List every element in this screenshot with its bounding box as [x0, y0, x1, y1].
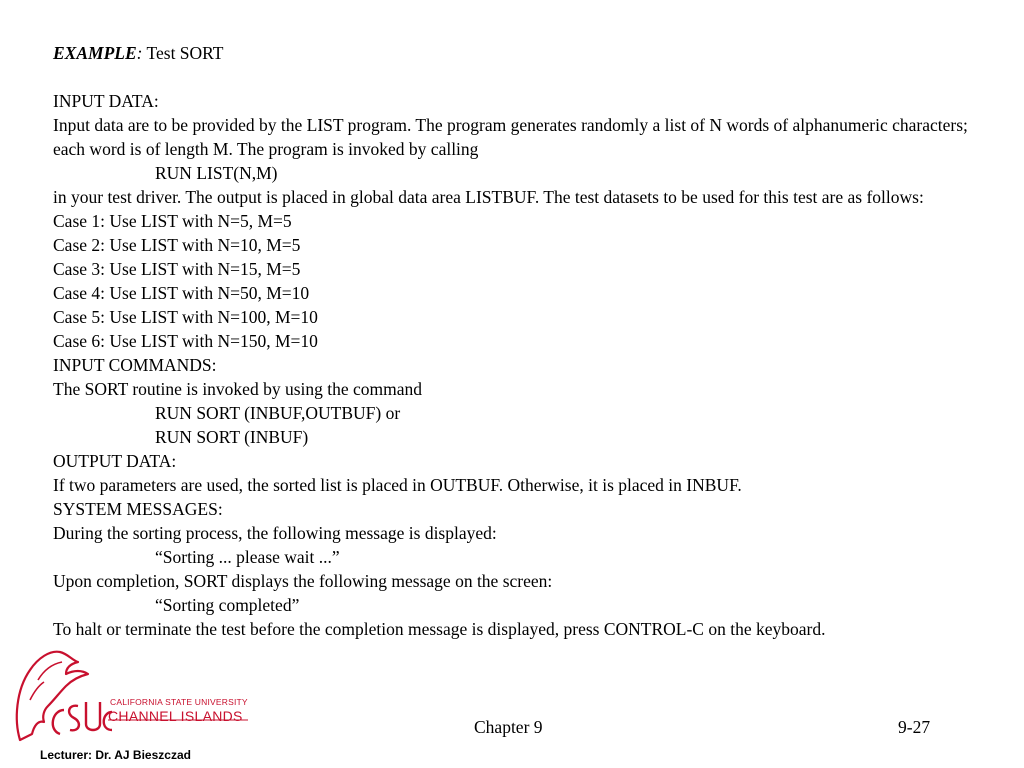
- run-list-command: RUN LIST(N,M): [155, 163, 278, 183]
- output-data-heading: OUTPUT DATA:: [53, 451, 177, 471]
- footer-page-number: 9-27: [898, 717, 931, 737]
- example-colon: :: [136, 43, 143, 63]
- monogram-u: [86, 702, 100, 730]
- input-commands-heading: INPUT COMMANDS:: [53, 355, 217, 375]
- sort-command-two-args: RUN SORT (INBUF,OUTBUF) or: [155, 403, 401, 423]
- footer-lecturer: Lecturer: Dr. AJ Bieszczad: [40, 748, 191, 762]
- case-line: Case 5: Use LIST with N=100, M=10: [53, 307, 318, 327]
- sorting-wait-message: “Sorting ... please wait ...”: [155, 547, 340, 567]
- example-label: EXAMPLE: [53, 43, 137, 63]
- upon-completion-text: Upon completion, SORT displays the following message on the screen:: [53, 571, 553, 591]
- sort-command-one-arg: RUN SORT (INBUF): [155, 427, 309, 447]
- input-data-paragraph: Input data are to be provided by the LIST program. The program generates randomly a list of N words of alphanumeric characters; each word is of length M. The program is invoked by calling: [53, 115, 968, 159]
- case-line: Case 6: Use LIST with N=150, M=10: [53, 331, 318, 351]
- input-data-heading: INPUT DATA:: [53, 91, 159, 111]
- logo-university-line: CALIFORNIA STATE UNIVERSITY: [110, 697, 248, 707]
- footer-chapter: Chapter 9: [474, 717, 543, 737]
- halt-instructions: To halt or terminate the test before the completion message is displayed, press CONTROL-C on the keyboard.: [53, 619, 826, 639]
- output-location-paragraph: in your test driver. The output is placed in global data area LISTBUF. The test datasets to be used for this test are as follows:: [53, 187, 924, 207]
- case-line: Case 1: Use LIST with N=5, M=5: [53, 211, 292, 231]
- example-title-text: Test SORT: [142, 43, 224, 63]
- sorting-completed-message: “Sorting completed”: [155, 595, 300, 615]
- logo-campus-line: CHANNEL ISLANDS: [108, 708, 243, 724]
- example-title: [53, 41, 1003, 65]
- system-messages-heading: SYSTEM MESSAGES:: [53, 499, 223, 519]
- monogram-c: [53, 710, 64, 734]
- monogram-s: [69, 706, 79, 731]
- csuci-logo: [8, 640, 258, 750]
- spacer: [53, 65, 1003, 89]
- case-line: Case 3: Use LIST with N=15, M=5: [53, 259, 301, 279]
- case-line: Case 4: Use LIST with N=50, M=10: [53, 283, 310, 303]
- case-line: Case 2: Use LIST with N=10, M=5: [53, 235, 301, 255]
- commands-intro: The SORT routine is invoked by using the command: [53, 379, 423, 399]
- during-sorting-text: During the sorting process, the following message is displayed:: [53, 523, 497, 543]
- output-data-text: If two parameters are used, the sorted list is placed in OUTBUF. Otherwise, it is placed in INBUF.: [53, 475, 742, 495]
- slide-content: [53, 41, 1003, 641]
